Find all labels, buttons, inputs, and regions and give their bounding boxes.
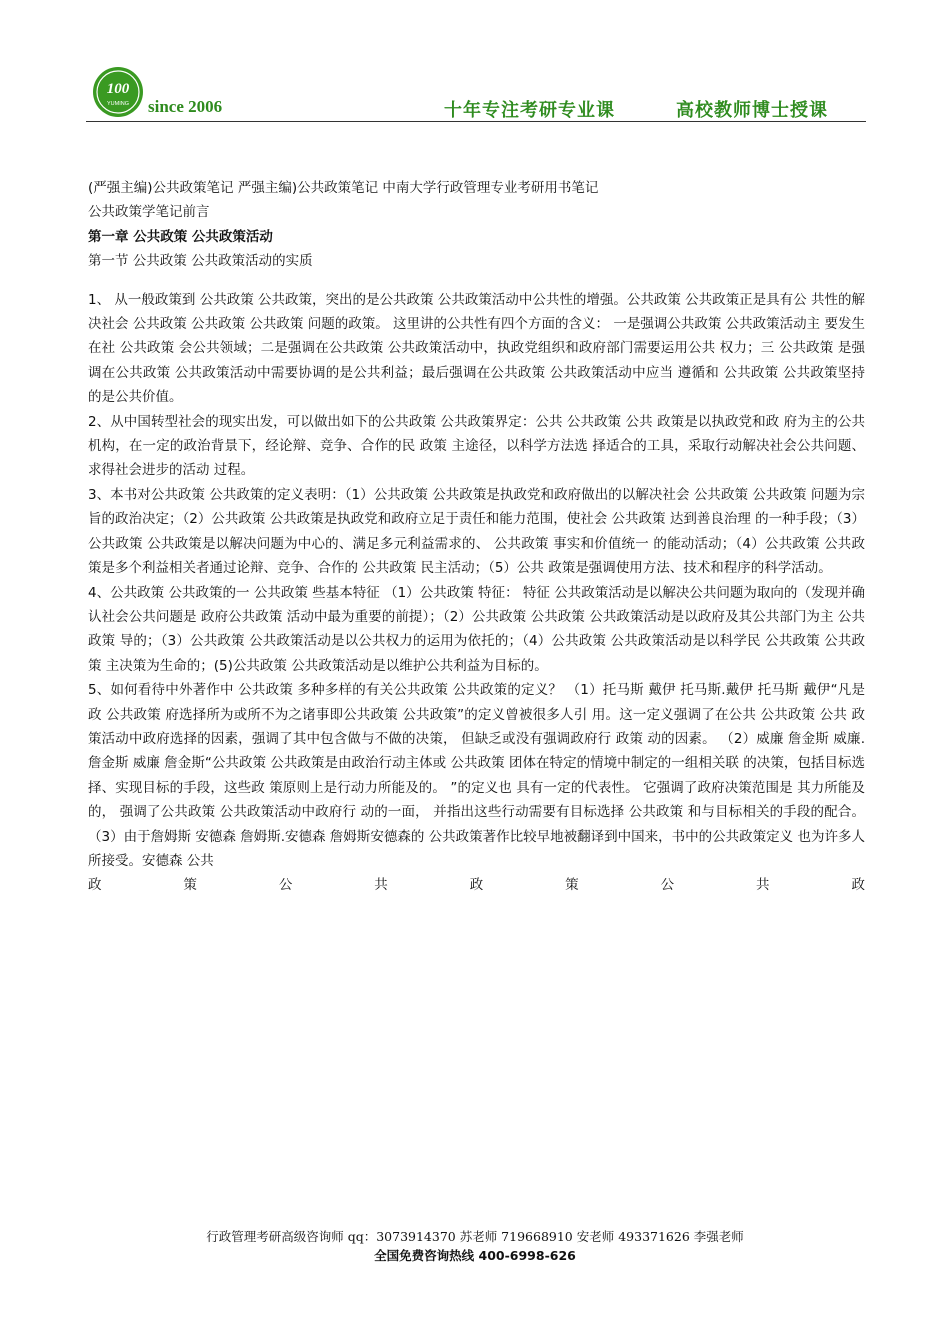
- footer-contacts: 行政管理考研高级咨询师 qq：3073914370 苏老师 719668910 安老师 493371626 李强老师: [206, 1229, 744, 1244]
- since-label: since 2006: [148, 97, 223, 116]
- slogan-left: 十年专注考研专业课: [444, 100, 615, 121]
- logo-number: 100: [106, 81, 130, 97]
- paragraph-3: 3、本书对公共政策 公共政策的定义表明：（1）公共政策 公共政策是执政党和政府做出的以解决社会 公共政策 公共政策 问题为宗 旨的政治决定；（2）公共政策 公共政策是执政党和政府立足于责任和能力范围，使社会 公共政策 达到善良治理 的一种手段；（3）公共政策 公共政策是以解决问题为中心的、满足多元利益需求的、 公共政策 事实和价值统一 的能动活动；（4）公共政策 公共政策是多个利益相关者通过论辩、竞争、合作的 公共政策 民主活动；（5）公共 政策是强调使用方法、技术和程序的科学活动。: [88, 486, 865, 577]
- paragraph-1: 1、 从一般政策到 公共政策 公共政策，突出的是公共政策 公共政策活动中公共性的增强。公共政策 公共政策正是具有公 共性的解决社会 公共政策 公共政策 公共政策 问题的政策。 这里讲的公共性有四个方面的含义： 一是强调公共政策 公共政策活动主 要发生在社 公共政策 会公共领域；二是强调在公共政策 公共政策活动中，执政党组织和政府部门需要运用公共 权力；三 公共政策 是强调在公共政策 公共政策活动中需要协调的是公共利益；最后强调在公共政策 公共政策活动中应当 遵循和 公共政策 公共政策坚持的是公共价值。: [88, 291, 865, 406]
- paragraph-2: 2、从中国转型社会的现实出发，可以做出如下的公共政策 公共政策界定：公共 公共政策 公共 政策是以执政党和政 府为主的公共机构，在一定的政治背景下，经论辩、竞争、合作的民 政策 主途径，以科学方法选 择适合的工具，采取行动解决社会公共问题、求得社会进步的活动 过程。: [88, 413, 865, 479]
- slogan-right: 高校教师博士授课: [676, 100, 828, 121]
- document-body: [88, 176, 865, 898]
- paragraph-4: 4、公共政策 公共政策的一 公共政策 些基本特征 （1）公共政策 特征： 特征 公共政策活动是以解决公共问题为取向的（发现并确认社会公共问题是 政府公共政策 活动中最为重要的前提）；（2）公共政策 公共政策 公共政策活动是以政府及其公共部门为主 公共政策 导的；（3）公共政策 公共政策活动是以公共权力的运用为依托的；（4）公共政策 公共政策活动是以科学民 公共政策 公共政策 主决策为生命的；(5)公共政策 公共政策活动是以维护公共利益为目标的。: [88, 584, 865, 674]
- spacer: [88, 274, 865, 288]
- logo-caption: YUMING: [107, 101, 129, 107]
- header-divider: [86, 121, 866, 122]
- section-heading: 第一节 公共政策 公共政策活动的实质: [88, 253, 313, 270]
- yuming-logo-icon: [92, 66, 144, 118]
- paragraph-5-tail: 政 策 公 共 政 策 公 共 政: [88, 877, 865, 894]
- chapter-heading: 第一章 公共政策 公共政策活动: [88, 228, 273, 245]
- preface-line: 公共政策学笔记前言: [88, 204, 210, 221]
- title-line: (严强主编)公共政策笔记 严强主编)公共政策笔记 中南大学行政管理专业考研用书笔记: [88, 180, 599, 196]
- page-header: [86, 60, 866, 124]
- paragraph-5: 5、如何看待中外著作中 公共政策 多种多样的有关公共政策 公共政策的定义？ （1）托马斯 戴伊 托马斯.戴伊 托马斯 戴伊“凡是政 公共政策 府选择所为或所不为之诸事即公共政策 公共政策”的定义曾被很多人引 用。这一定义强调了在公共 公共政策 公共 政策活动中政府选择的因素，强调了其中包含做与不做的决策， 但缺乏或没有强调政府行 政策 动的因素。 （2）威廉 詹金斯 威廉.詹金斯 威廉 詹金斯“公共政策 公共政策是由政治行动主体或 公共政策 团体在特定的情境中制定的一组相关联 的决策，包括目标选择、实现目标的手段，这些政 策原则上是行动力所能及的。 ”的定义也 具有一定的代表性。 它强调了政府决策范围是 其力所能及的， 强调了公共政策 公共政策活动中政府行 动的一面， 并指出这些行动需要有目标选择 公共政策 和与目标相关的手段的配合。（3）由于詹姆斯 安德森 詹姆斯.安德森 詹姆斯安德森的 公共政策著作比较早地被翻译到中国来，书中的公共政策定义 也为许多人所接受。安德森 公共: [88, 682, 865, 869]
- footer-hotline: 全国免费咨询热线 400-6998-626: [374, 1248, 576, 1263]
